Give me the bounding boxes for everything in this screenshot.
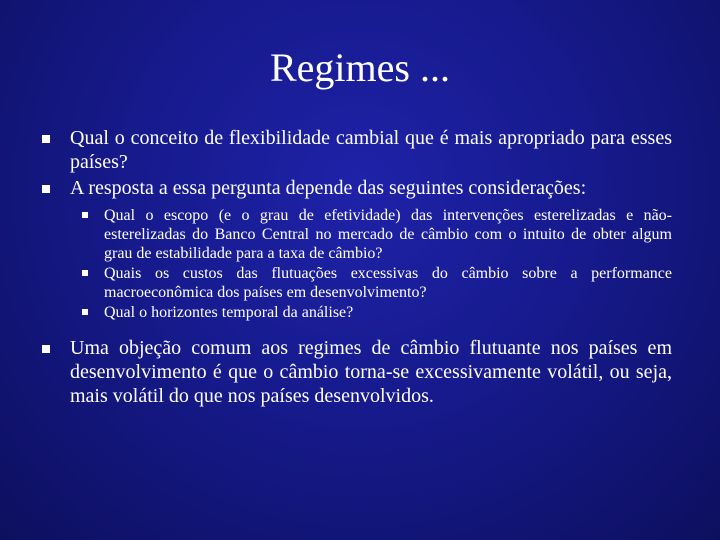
slide-content bbox=[42, 126, 672, 408]
bullet-text: A resposta a essa pergunta depende das seguintes considerações: bbox=[70, 177, 587, 199]
sub-bullet-item bbox=[42, 303, 672, 322]
bullet-item bbox=[42, 126, 672, 174]
bullet-text: Uma objeção comum aos regimes de câmbio flutuante nos países em desenvolvimento é que o câmbio torna-se excessivamente volátil, ou seja, mais volátil do que nos países desenvolvidos. bbox=[70, 337, 672, 407]
square-bullet-icon bbox=[42, 135, 50, 143]
square-bullet-icon bbox=[82, 270, 88, 276]
square-bullet-icon bbox=[82, 212, 88, 218]
bullet-item bbox=[42, 176, 672, 200]
square-bullet-icon bbox=[42, 345, 50, 353]
square-bullet-icon bbox=[82, 309, 88, 315]
sub-bullet-text: Qual o horizontes temporal da análise? bbox=[104, 304, 354, 321]
square-bullet-icon bbox=[42, 185, 50, 193]
sub-bullet-text: Quais os custos das flutuações excessivas do câmbio sobre a performance macroeconômica dos países em desenvolvimento? bbox=[104, 265, 672, 301]
sub-bullet-text: Qual o escopo (e o grau de efetividade) das intervenções esterelizadas e não-esterelizadas do Banco Central no mercado de câmbio com o intuito de obter algum grau de estabilidade para a taxa de câmbio? bbox=[104, 207, 672, 262]
bullet-text: Qual o conceito de flexibilidade cambial que é mais apropriado para esses países? bbox=[70, 127, 672, 173]
slide-title: Regimes ... bbox=[270, 45, 450, 90]
sub-bullet-item bbox=[42, 264, 672, 302]
sub-bullet-item bbox=[42, 206, 672, 263]
bullet-item bbox=[42, 336, 672, 408]
